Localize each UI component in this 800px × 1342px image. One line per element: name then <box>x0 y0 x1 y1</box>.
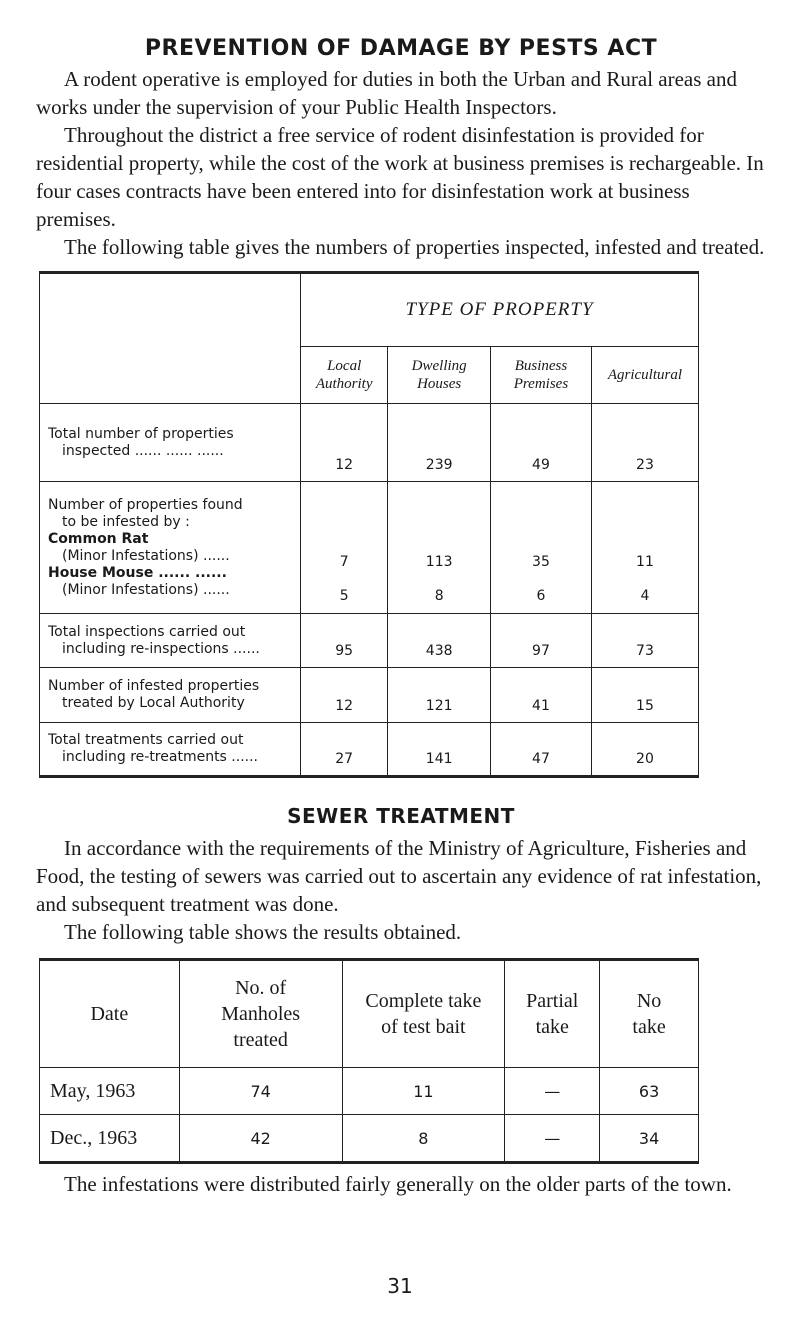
cell: 34 <box>600 1115 699 1163</box>
cell: 63 <box>600 1068 699 1115</box>
table-row <box>40 404 699 482</box>
cell: 47 <box>491 723 592 777</box>
row-label: Number of properties found to be infested by : Common Rat (Minor Infestations) ...... House Mouse ...... ...... (Minor Infestations) ...... <box>40 482 301 614</box>
table-row <box>40 1115 699 1163</box>
row-label: Number of infested properties treated by Local Authority <box>40 668 301 723</box>
paragraph-table-intro: The following table gives the numbers of properties inspected, infested and treated. <box>64 235 765 259</box>
cell: 23 <box>591 404 698 482</box>
cell: 20 <box>591 723 698 777</box>
paragraph-rodent-operative: A rodent operative is employed for duties in both the Urban and Rural areas and works under the supervision of your Public Health Inspectors. <box>36 67 737 119</box>
table-row <box>40 482 699 614</box>
col-complete-take: Complete take of test bait <box>342 960 505 1068</box>
cell: 121 <box>388 668 491 723</box>
col-no-take: No take <box>600 960 699 1068</box>
pests-table <box>39 271 699 778</box>
table-row <box>40 614 699 668</box>
col-manholes-treated: No. of Manholes treated <box>179 960 342 1068</box>
cell: 41 <box>491 668 592 723</box>
cell: 11 <box>342 1068 505 1115</box>
table-row <box>40 1068 699 1115</box>
cell: 27 <box>301 723 388 777</box>
cell: 74 <box>179 1068 342 1115</box>
cell: 239 <box>388 404 491 482</box>
cell: — <box>505 1068 600 1115</box>
cell: 35 6 <box>491 482 592 614</box>
cell: 438 <box>388 614 491 668</box>
paragraph-results-intro: The following table shows the results obtained. <box>64 920 462 944</box>
cell: 12 <box>301 404 388 482</box>
cell: 15 <box>591 668 698 723</box>
table-row <box>40 668 699 723</box>
heading-sewer-treatment: SEWER TREATMENT <box>287 804 515 828</box>
col-partial-take: Partial take <box>505 960 600 1068</box>
page-number: 31 <box>387 1274 413 1298</box>
col-dwelling-houses: Dwelling Houses <box>388 347 491 404</box>
sewer-table <box>39 958 699 1164</box>
page <box>36 36 766 1198</box>
col-local-authority: Local Authority <box>301 347 388 404</box>
row-label: Total number of properties inspected ...... ...... ...... <box>40 404 301 482</box>
table-header-row <box>40 960 699 1068</box>
heading-pests-act: PREVENTION OF DAMAGE BY PESTS ACT <box>144 36 658 61</box>
cell: 113 8 <box>388 482 491 614</box>
cell: 11 4 <box>591 482 698 614</box>
cell: 141 <box>388 723 491 777</box>
cell-date: May, 1963 <box>40 1068 180 1115</box>
cell: 95 <box>301 614 388 668</box>
cell: 73 <box>591 614 698 668</box>
paragraph-free-service: Throughout the district a free service of rodent disinfestation is provided for residential property, while the cost of the work at business premises is rechargeable. In four cases contracts have been entered into for disinfestation work at business premises. <box>36 123 764 231</box>
cell: 42 <box>179 1115 342 1163</box>
type-of-property-header: TYPE OF PROPERTY <box>301 273 699 347</box>
col-date: Date <box>40 960 180 1068</box>
cell: 12 <box>301 668 388 723</box>
row-label: Total inspections carried out including re-inspections ...... <box>40 614 301 668</box>
cell: — <box>505 1115 600 1163</box>
cell: 97 <box>491 614 592 668</box>
cell: 8 <box>342 1115 505 1163</box>
col-agricultural: Agricultural <box>591 347 698 404</box>
row-label: Total treatments carried out including re-treatments ...... <box>40 723 301 777</box>
paragraph-distribution: The infestations were distributed fairly generally on the older parts of the town. <box>64 1172 732 1196</box>
paragraph-ministry-requirements: In accordance with the requirements of the Ministry of Agriculture, Fisheries and Food, the testing of sewers was carried out to ascertain any evidence of rat infestation, and subsequent treatment was done. <box>36 836 762 916</box>
cell-date: Dec., 1963 <box>40 1115 180 1163</box>
blank-header-cell <box>40 273 301 404</box>
cell: 7 5 <box>301 482 388 614</box>
cell: 49 <box>491 404 592 482</box>
table-row <box>40 723 699 777</box>
col-business-premises: Business Premises <box>491 347 592 404</box>
